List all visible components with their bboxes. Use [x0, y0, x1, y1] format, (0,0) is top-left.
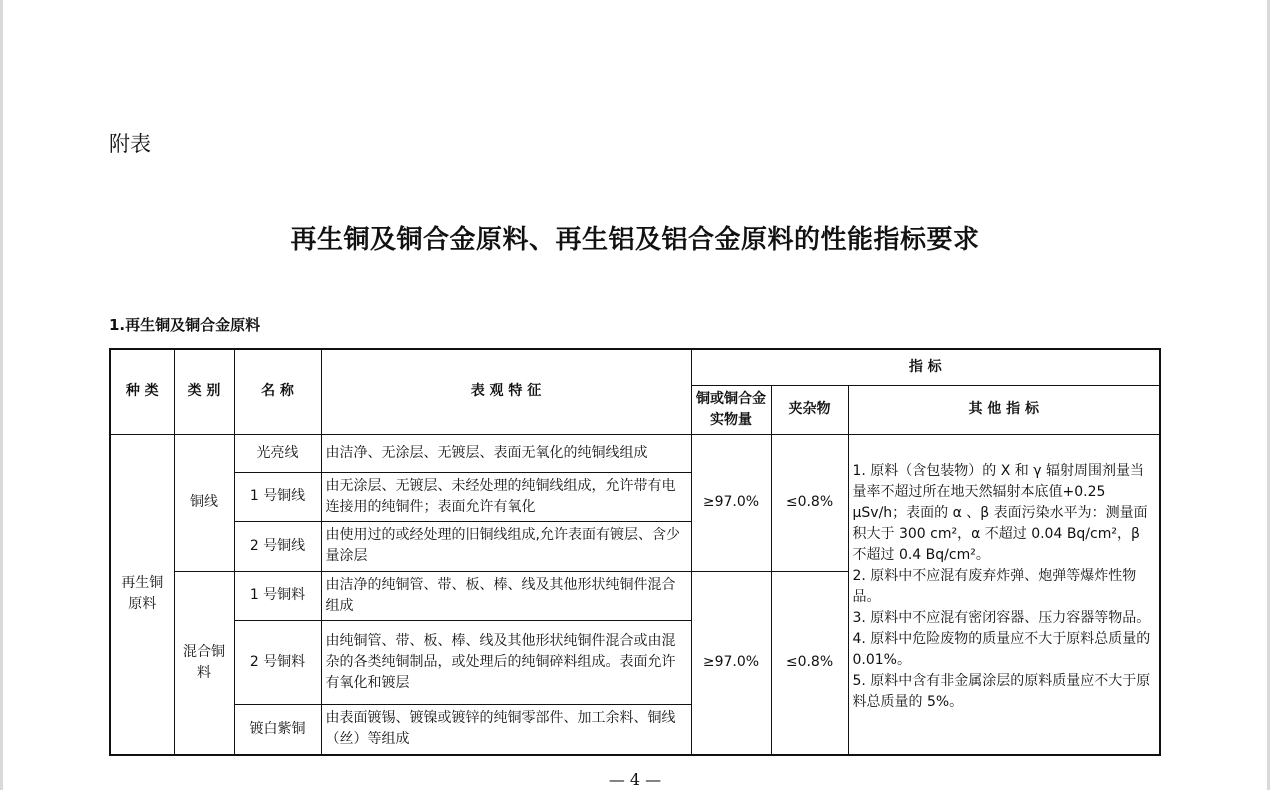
copper-content-cell: ≥97.0%: [691, 571, 771, 755]
name-cell: 2 号铜料: [234, 620, 321, 704]
header-indicators: 指 标: [691, 349, 1160, 385]
name-cell: 2 号铜线: [234, 521, 321, 571]
name-cell: 1 号铜料: [234, 571, 321, 620]
copper-content-cell: ≥97.0%: [691, 434, 771, 571]
header-appearance: 表 观 特 征: [321, 349, 691, 434]
other-indicator-item: 1. 原料（含包装物）的 X 和 γ 辐射周围剂量当量率不超过所在地天然辐射本底值+0.25 μSv/h；表面的 α 、β 表面污染水平为：测量面积大于 300 cm²，α 不超过 0.04 Bq/cm²，β 不超过 0.4 Bq/cm²。: [852, 462, 1148, 563]
appearance-cell: 由洁净的纯铜管、带、板、棒、线及其他形状纯铜件混合组成: [321, 571, 691, 620]
header-name: 名 称: [234, 349, 321, 434]
appendix-label: 附表: [109, 132, 151, 156]
appearance-cell: 由无涂层、无镀层、未经处理的纯铜线组成，允许带有电连接用的纯铜件；表面允许有氧化: [321, 472, 691, 521]
appearance-cell: 由使用过的或经处理的旧铜线组成,允许表面有镀层、含少量涂层: [321, 521, 691, 571]
name-cell: 1 号铜线: [234, 472, 321, 521]
name-cell: 光亮线: [234, 434, 321, 472]
impurities-cell: ≤0.8%: [771, 434, 848, 571]
section-heading: 1.再生铜及铜合金原料: [109, 316, 261, 334]
category-cell: 铜线: [174, 434, 234, 571]
header-copper-content: 铜或铜合金实物量: [691, 385, 771, 434]
header-other: 其 他 指 标: [848, 385, 1160, 434]
appearance-cell: 由洁净、无涂层、无镀层、表面无氧化的纯铜线组成: [321, 434, 691, 472]
document-title: 再生铜及铜合金原料、再生铝及铝合金原料的性能指标要求: [290, 225, 980, 255]
header-impurities: 夹杂物: [771, 385, 848, 434]
other-indicator-item: 4. 原料中危险废物的质量应不大于原料总质量的 0.01%。: [852, 630, 1151, 668]
other-indicators-cell: [848, 434, 1160, 755]
page-number: — 4 —: [608, 770, 662, 789]
table-row: [110, 434, 1160, 472]
page-edge-left: [0, 0, 3, 790]
name-cell: 镀白紫铜: [234, 704, 321, 755]
category-cell: 混合铜料: [174, 571, 234, 755]
appearance-cell: 由表面镀锡、镀镍或镀锌的纯铜零部件、加工余料、铜线（丝）等组成: [321, 704, 691, 755]
other-indicator-item: 2. 原料中不应混有废弃炸弹、炮弹等爆炸性物品。: [852, 567, 1137, 605]
spec-table: [109, 348, 1161, 756]
kind-cell: 再生铜原料: [110, 434, 174, 755]
header-category: 类 别: [174, 349, 234, 434]
header-row-1: [110, 349, 1160, 385]
header-kind: 种 类: [110, 349, 174, 434]
impurities-cell: ≤0.8%: [771, 571, 848, 755]
other-indicator-item: 3. 原料中不应混有密闭容器、压力容器等物品。: [852, 609, 1151, 626]
other-indicator-item: 5. 原料中含有非金属涂层的原料质量应不大于原料总质量的 5%。: [852, 672, 1151, 710]
appearance-cell: 由纯铜管、带、板、棒、线及其他形状纯铜件混合或由混杂的各类纯铜制品，或处理后的纯铜碎料组成。表面允许有氧化和镀层: [321, 620, 691, 704]
